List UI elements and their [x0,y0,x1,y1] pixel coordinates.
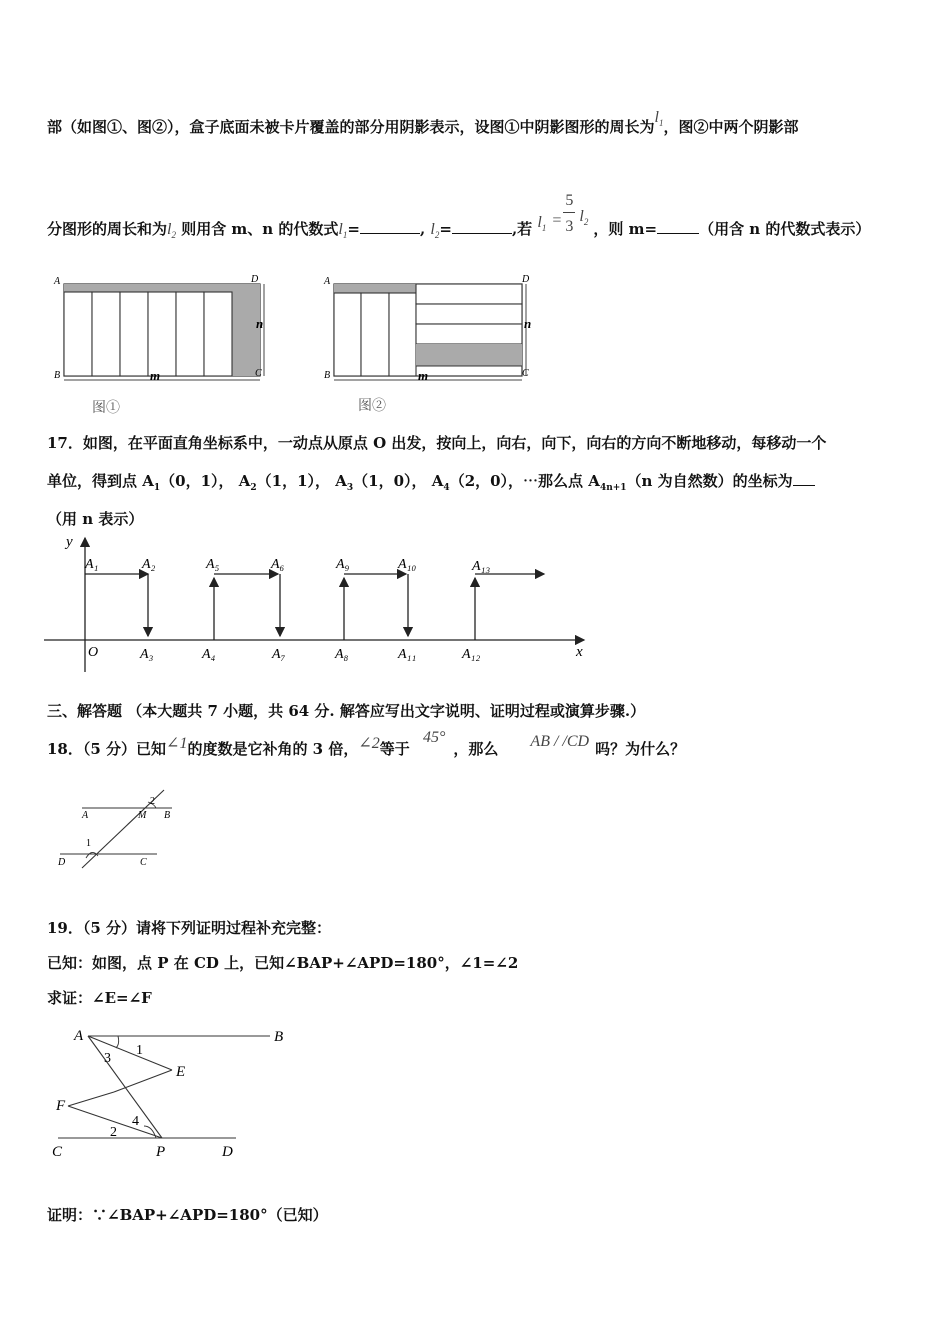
label-D: D [58,857,66,868]
q16-l1-inline: $l_1$ [338,221,348,241]
label-A8: A₈ [335,647,349,662]
q17-path-graph [44,530,604,680]
section-3-header: 三、解答题 （本大题共 7 小题，共 64 分. 解答应写出文字说明、证明过程或演算步骤.） [47,702,646,720]
caption-fig2: 图② [358,399,386,414]
angle-label-2: 2 [150,796,155,807]
label-D: D [251,274,259,285]
q17-line-1: 17．如图，在平面直角坐标系中，一动点从原点 O 出发，按向上，向右，向下，向右的方向不断地移动，每移动一个 [47,434,827,452]
label-B: B [274,1029,284,1045]
label-B: B [324,370,331,381]
q16-text-2a: 分图形的周长和为 [47,220,168,238]
label-A: A [82,810,89,821]
origin-label: O [88,645,99,660]
label-A: A [74,1028,84,1044]
label-A7: A₇ [272,647,286,662]
label-m: m [150,368,161,383]
caption-fig1: 图① [92,401,120,416]
bottom-point-labels [139,647,480,662]
label-D: D [222,1144,233,1160]
q16-text-2b: 则用含 m、n 的代数式 [175,220,339,238]
label-A3: A₃ [140,647,154,662]
angle-label-4: 4 [132,1114,139,1129]
label-A: A [324,276,331,287]
q16-l2-symbol: $l_2$ [167,221,176,241]
shade-bottom [416,344,522,366]
q16-figure-2 [318,268,548,418]
label-A12: A₁₂ [462,647,481,662]
q17-line-3: （用 n 表示） [47,510,144,528]
angle-label-1: 1 [86,838,91,849]
q16-blank-2[interactable] [452,219,512,234]
label-M: M [138,810,147,821]
parallel-ab-cd: AB / /CD [530,733,590,750]
label-F: F [56,1098,66,1114]
label-A6: A₆ [271,557,285,572]
q16-line-1 [47,109,799,138]
label-n: n [256,316,264,331]
angle-1: ∠1 [166,735,188,752]
q16-l1-symbol: $l_1$ [654,109,664,129]
label-A1: A₁ [85,557,99,572]
q16-figure-1 [50,268,280,418]
label-A5: A₅ [206,557,220,572]
label-A11: A₁₁ [398,647,417,662]
x-label: x [576,644,583,660]
q19-prove: 求证：∠E=∠F [47,989,152,1007]
label-A2: A₂ [142,557,156,572]
label-C: C [522,368,529,379]
label-B: B [164,810,171,821]
q16-text-1a: 部（如图①、图②），盒子底面未被卡片覆盖的部分用阴影表示，设图①中阴影图形的周长为 [47,118,655,136]
label-m: m [418,368,429,383]
top-point-labels [84,557,490,574]
q16-l2-inline: $l_2$ [430,221,440,241]
label-C: C [255,368,262,379]
angle-label-3: 3 [104,1051,111,1066]
q19-proof-line: 证明：∵∠BAP+∠APD=180°（已知） [47,1206,328,1224]
q16-condition: $l_1$ = 5 3 $l_2$ [537,192,589,235]
label-A9: A₉ [336,557,350,572]
q17-line-2: 单位，得到点 $A_1(0$，1）， $A_2(1$，1）， $A_3(1$，0）， $A_4(2$，0），⋯那么点 $A_{4n+1}(n$ 为自然数）的坐标为 [47,470,815,493]
label-A4: A₄ [202,647,216,662]
angle-label-2: 2 [110,1125,117,1140]
label-C: C [140,857,147,868]
y-label: y [66,534,73,550]
label-B: B [54,370,61,381]
q18-figure [52,786,192,876]
shade-top [334,284,416,293]
q18-line: 18．（5 分）已知∠1的度数是它补角的 3 倍，∠2等于 45°，那么 AB / /CD 吗？为什么？ [47,729,686,758]
angle-2: ∠2 [358,735,380,752]
label-A10: A₁₀ [398,557,417,572]
q19-figure [48,1022,298,1162]
label-A: A [54,276,61,287]
q16-blank-3[interactable] [657,219,699,234]
q16-line-2: 分图形的周长和为$l_2$ 则用含 m、n 的代数式$l_1=$ , $l_2=$ ,若 $l_1$ = 5 3 $l_2$ ，则 m= （用含 n 的代数式表示） [47,192,871,241]
label-A13: A₁₃ [472,559,491,574]
q19-given: 已知：如图，点 P 在 CD 上，已知∠BAP+∠APD=180°，∠1=∠2 [47,954,519,972]
motion-path [85,574,544,640]
label-D: D [522,274,530,285]
label-n: n [524,316,532,331]
label-P: P [156,1144,166,1160]
q19-line-1: 19．（5 分）请将下列证明过程补充完整： [47,919,332,937]
deg-45: 45° [423,729,446,746]
q16-text-1b: ，图②中两个阴影部 [663,118,799,136]
label-C: C [52,1144,63,1160]
q16-blank-1[interactable] [360,219,420,234]
angle-label-1: 1 [136,1043,143,1058]
shade-top [64,284,260,292]
label-E: E [176,1064,186,1080]
q17-answer-blank[interactable] [793,471,815,486]
